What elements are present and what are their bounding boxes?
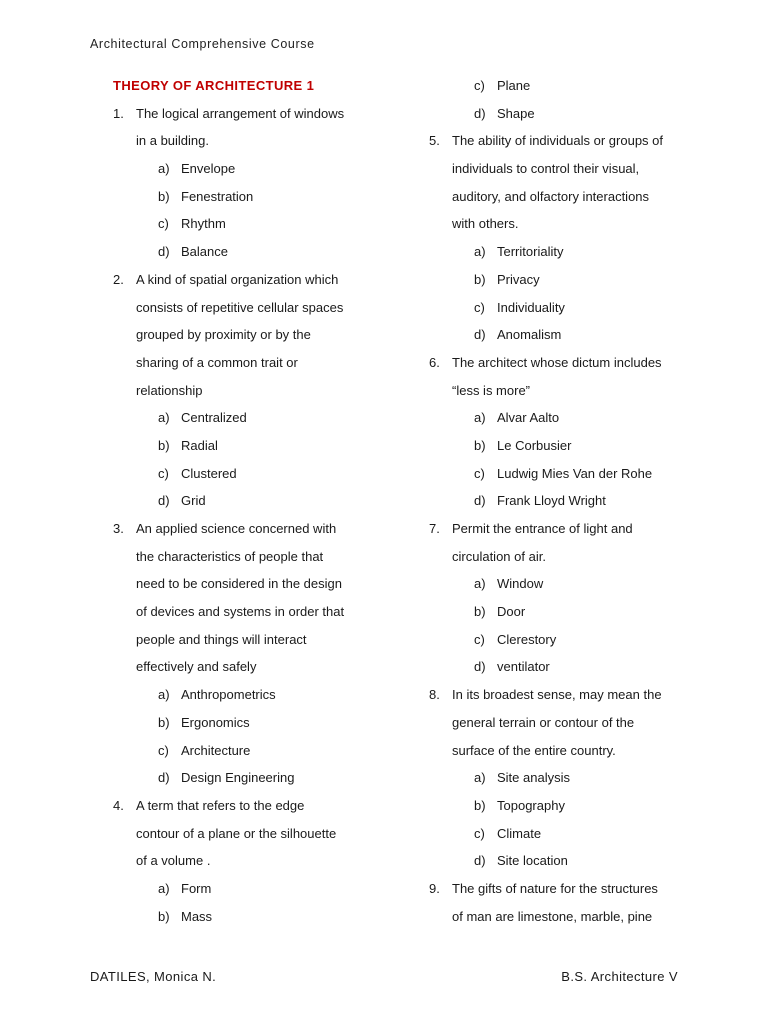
answer-option [429, 100, 699, 128]
option-text: Centralized [181, 410, 247, 426]
option-text: Site location [497, 853, 568, 869]
question-line [113, 100, 373, 128]
option-letter: d) [474, 327, 486, 343]
question-continuation: of devices and systems in order that [136, 604, 345, 620]
answer-option [429, 487, 699, 515]
answer-option [429, 598, 699, 626]
question-line [113, 792, 373, 820]
option-letter: d) [474, 105, 486, 121]
answer-option [429, 321, 699, 349]
option-text: Rhythm [181, 216, 226, 232]
answer-option [429, 847, 699, 875]
question-number: 3. [113, 521, 124, 536]
question-text: The logical arrangement of windows [136, 105, 345, 121]
option-letter: b) [158, 188, 170, 204]
answer-option [429, 238, 699, 266]
option-letter: b) [474, 604, 486, 620]
answer-option [113, 460, 373, 488]
question-text: Permit the entrance of light and [452, 521, 633, 536]
answer-option [429, 432, 699, 460]
question-line [429, 349, 699, 377]
question-continuation: individuals to control their visual, [452, 161, 640, 177]
option-text: Ludwig Mies Van der Rohe [497, 465, 653, 481]
question-continuation: need to be considered in the design [136, 576, 342, 592]
question-number: 6. [429, 354, 440, 370]
question-continuation: of man are limestone, marble, pine [452, 908, 653, 924]
option-letter: c) [474, 631, 485, 647]
question-number: 8. [429, 687, 440, 703]
option-letter: b) [474, 271, 486, 287]
option-letter: c) [474, 465, 485, 481]
option-text: Window [497, 576, 544, 592]
question-continuation: auditory, and olfactory interactions [452, 188, 650, 204]
question-text: The architect whose dictum includes [452, 354, 662, 370]
question-number: 2. [113, 271, 124, 287]
question-text: A kind of spatial organization which [136, 271, 339, 287]
question-continuation: with others. [452, 216, 519, 232]
option-letter: a) [158, 161, 170, 177]
question-text: The ability of individuals or groups of [452, 133, 664, 149]
option-text: Anomalism [497, 327, 562, 343]
question-continuation: of a volume . [136, 853, 211, 869]
option-text: Mass [181, 908, 213, 924]
option-letter: a) [474, 576, 486, 592]
option-letter: a) [158, 880, 170, 896]
option-letter: d) [474, 659, 486, 675]
question-line [429, 875, 699, 903]
question-number: 9. [429, 880, 440, 896]
answer-option [429, 570, 699, 598]
question-continuation: relationship [136, 382, 203, 398]
answer-option [113, 681, 373, 709]
answer-option [113, 875, 373, 903]
option-letter: d) [158, 244, 170, 260]
question-text: An applied science concerned with [136, 521, 337, 536]
option-text: Le Corbusier [497, 437, 572, 453]
answer-option [113, 487, 373, 515]
question-number: 1. [113, 105, 124, 121]
option-text: Shape [497, 105, 535, 121]
option-text: Climate [497, 825, 542, 841]
option-letter: b) [474, 797, 486, 813]
answer-option [429, 460, 699, 488]
question-text: The gifts of nature for the structures [452, 880, 658, 896]
question-continuation: sharing of a common trait or [136, 354, 298, 370]
question-continuation: grouped by proximity or by the [136, 327, 311, 343]
question-continuation: general terrain or contour of the [452, 714, 635, 730]
option-text: Envelope [181, 161, 236, 177]
answer-option [113, 432, 373, 460]
answer-option [429, 404, 699, 432]
question-number: 4. [113, 797, 124, 813]
option-text: Anthropometrics [181, 687, 276, 703]
option-letter: c) [158, 465, 169, 481]
left-column [113, 72, 373, 930]
question-continuation: in a building. [136, 133, 209, 149]
option-letter: d) [474, 493, 486, 509]
question-text: In its broadest sense, may mean the [452, 687, 662, 703]
option-text: Territoriality [497, 244, 564, 260]
option-letter: a) [158, 410, 170, 426]
answer-option [429, 626, 699, 654]
option-letter: d) [158, 493, 170, 509]
option-letter: a) [474, 244, 486, 260]
option-letter: b) [474, 437, 486, 453]
answer-option [429, 266, 699, 294]
option-letter: c) [474, 78, 485, 93]
option-text: Fenestration [181, 188, 254, 204]
option-letter: c) [474, 299, 485, 315]
answer-option [113, 764, 373, 792]
answer-option [113, 404, 373, 432]
question-continuation: the characteristics of people that [136, 548, 324, 564]
page-header: Architectural Comprehensive Course [90, 37, 315, 51]
question-continuation: surface of the entire country. [452, 742, 616, 758]
option-letter: d) [474, 853, 486, 869]
question-continuation: “less is more” [452, 382, 531, 398]
question-continuation: consists of repetitive cellular spaces [136, 299, 344, 315]
question-line [429, 515, 699, 543]
option-text: Topography [497, 797, 565, 813]
question-text: A term that refers to the edge [136, 797, 305, 813]
answer-option [113, 709, 373, 737]
footer-author: DATILES, Monica N. [90, 969, 217, 984]
option-text: Radial [181, 437, 218, 453]
answer-option [429, 820, 699, 848]
option-letter: b) [158, 908, 170, 924]
footer-program: B.S. Architecture V [561, 969, 678, 984]
option-letter: a) [158, 687, 170, 703]
option-text: Door [497, 604, 526, 620]
option-text: Frank Lloyd Wright [497, 493, 606, 509]
answer-option [429, 792, 699, 820]
option-text: Privacy [497, 271, 540, 287]
option-text: Site analysis [497, 770, 570, 786]
option-text: Architecture [181, 742, 251, 758]
option-letter: a) [474, 410, 486, 426]
option-text: Plane [497, 78, 531, 93]
answer-option [429, 653, 699, 681]
question-continuation: people and things will interact [136, 631, 307, 647]
option-text: Design Engineering [181, 770, 295, 786]
answer-option [113, 737, 373, 765]
answer-option [113, 238, 373, 266]
question-line [429, 127, 699, 155]
option-text: Clustered [181, 465, 237, 481]
option-letter: b) [158, 437, 170, 453]
question-line [429, 681, 699, 709]
answer-option [429, 72, 699, 100]
option-letter: c) [158, 742, 169, 758]
option-letter: a) [474, 770, 486, 786]
answer-option [113, 210, 373, 238]
question-continuation: circulation of air. [452, 548, 546, 564]
question-number: 7. [429, 521, 440, 536]
answer-option [429, 764, 699, 792]
answer-option [113, 903, 373, 931]
option-text: Alvar Aalto [497, 410, 560, 426]
option-text: Form [181, 880, 212, 896]
option-letter: d) [158, 770, 170, 786]
question-line [113, 266, 373, 294]
answer-option [429, 294, 699, 322]
right-question-list [429, 72, 699, 930]
left-question-list [113, 100, 373, 931]
question-line [113, 515, 373, 543]
option-text: Individuality [497, 299, 565, 315]
answer-option [113, 155, 373, 183]
section-title: THEORY OF ARCHITECTURE 1 [113, 78, 315, 93]
option-letter: c) [158, 216, 169, 232]
right-column [429, 72, 699, 930]
option-text: Balance [181, 244, 228, 260]
option-text: Clerestory [497, 631, 557, 647]
answer-option [113, 183, 373, 211]
option-text: Ergonomics [181, 714, 250, 730]
option-text: Grid [181, 493, 206, 509]
question-continuation: contour of a plane or the silhouette [136, 825, 337, 841]
question-number: 5. [429, 133, 440, 149]
option-letter: b) [158, 714, 170, 730]
option-letter: c) [474, 825, 485, 841]
question-continuation: effectively and safely [136, 659, 257, 675]
option-text: ventilator [497, 659, 550, 675]
